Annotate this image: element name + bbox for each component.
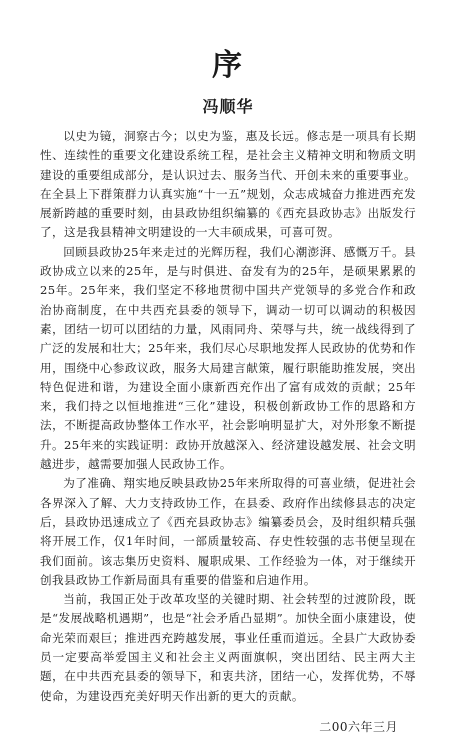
document-date: 二00六年三月 bbox=[319, 719, 398, 734]
paragraph-1: 以史为镜，洞察古今；以史为鉴，惠及长远。修志是一项具有长期性、连续性的重要文化建设系统工程，是社会主义精神文明和物质文明建设的重要组成部分，是认识过去、服务当代、开创未来的重要事业。在全县上下群策群力认真实施“十一五”规划，众志成城奋力推进西充发展新跨越的重要时刻，由县政协组织编纂的《西充县政协志》出版发行了，这是我县精神文明建设的一大丰硕成果，可喜可贺。 bbox=[40, 129, 416, 240]
author-name: 冯顺华 bbox=[202, 97, 254, 116]
paragraph-2: 回顾县政协25年来走过的光辉历程，我们心潮澎湃、感慨万千。县政协成立以来的25年，是与时俱进、奋发有为的25年，是硕果累累的25年。25年来，我们坚定不移地贯彻中国共产党领导的多党合作和政治协商制度，在中共西充县委的领导下，调动一切可以调动的积极因素，团结一切可以团结的力量，风雨同舟、荣辱与共，统一战线得到了广泛的发展和壮大；25年来，我们尽心尽职地发挥人民政协的优势和作用，围绕中心参政议政，服务大局建言献策，履行职能助推发展，突出特色促进和谐，为建设全面小康新西充作出了富有成效的贡献；25年来，我们持之以恒地推进“三化”建设，积极创新政协工作的思路和方法，不断提高政协整体工作水平，社会影响明显扩大，对外形象不断提升。25年来的实践证明：政协开放越深入、经济建设越发展、社会文明越进步，越需要加强人民政协工作。 bbox=[40, 244, 416, 472]
document-body bbox=[40, 127, 416, 706]
paragraph-3: 为了准确、翔实地反映县政协25年来所取得的可喜业绩，促进社会各界深入了解、大力支持政协工作，在县委、政府作出续修县志的决定后，县政协迅速成立了《西充县政协志》编纂委员会，及时组织精兵强将开展工作，仅1年时间，一部质量较高、存史性较强的志书便呈现在我们面前。该志集历史资料、履职成果、工作经验为一体，对于继续开创我县政协工作新局面具有重要的借鉴和启迪作用。 bbox=[40, 476, 416, 587]
paragraph-4: 当前，我国正处于改革攻坚的关键时期、社会转型的过渡阶段，既是“发展战略机遇期”，也是“社会矛盾凸显期”。加快全面小康建设，使命光荣而艰巨；推进西充跨越发展，事业任重而道远。全县广大政协委员一定要高举爱国主义和社会主义两面旗帜，突出团结、民主两大主题，在中共西充县委的领导下，和衷共济，团结一心，发挥优势，不辱使命，为建设西充美好明天作出新的更大的贡献。 bbox=[40, 592, 416, 703]
page-title: 序 bbox=[212, 48, 244, 83]
